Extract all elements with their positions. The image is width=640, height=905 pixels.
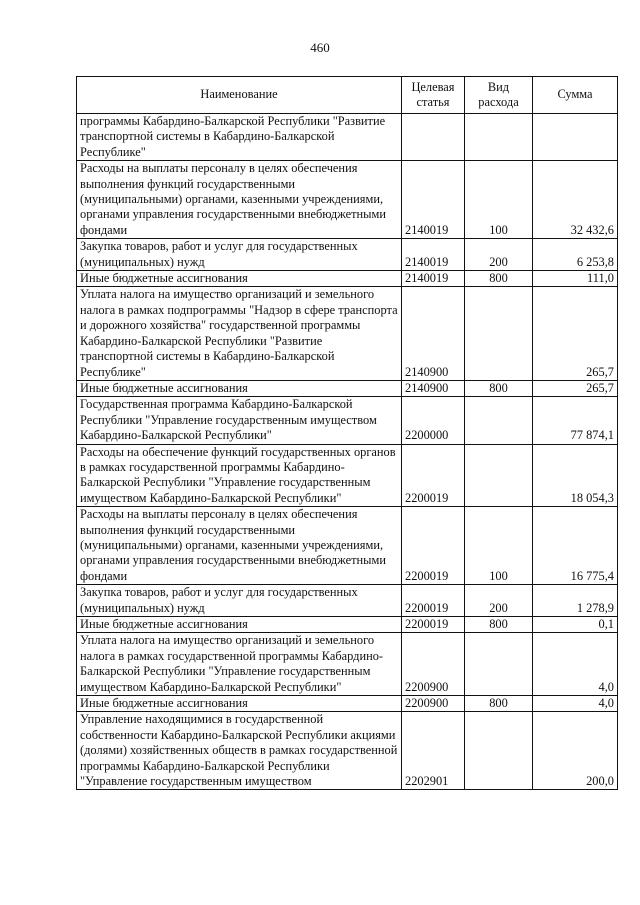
header-type: Вид расхода <box>465 77 533 114</box>
table-row <box>77 161 618 239</box>
cell-type: 800 <box>465 617 533 633</box>
table-row <box>77 712 618 790</box>
cell-code: 2140900 <box>402 287 465 380</box>
table-row <box>77 507 618 585</box>
cell-code: 2200019 <box>402 585 465 617</box>
cell-code: 2140900 <box>402 380 465 396</box>
cell-code: 2200019 <box>402 617 465 633</box>
table-row <box>77 633 618 696</box>
cell-sum: 16 775,4 <box>533 507 618 585</box>
cell-sum: 77 874,1 <box>533 397 618 444</box>
cell-sum: 6 253,8 <box>533 239 618 271</box>
header-name: Наименование <box>77 77 402 114</box>
table-row <box>77 114 618 161</box>
cell-type: 200 <box>465 585 533 617</box>
cell-sum: 1 278,9 <box>533 585 618 617</box>
cell-code: 2202901 <box>402 712 465 790</box>
cell-code: 2200019 <box>402 444 465 507</box>
cell-code: 2200000 <box>402 397 465 444</box>
cell-sum: 4,0 <box>533 633 618 696</box>
cell-type <box>465 633 533 696</box>
cell-sum: 265,7 <box>533 380 618 396</box>
cell-type <box>465 114 533 161</box>
table-row <box>77 696 618 712</box>
cell-type: 800 <box>465 380 533 396</box>
cell-type: 200 <box>465 239 533 271</box>
table-row <box>77 397 618 444</box>
cell-sum: 18 054,3 <box>533 444 618 507</box>
cell-sum: 111,0 <box>533 271 618 287</box>
table-row <box>77 380 618 396</box>
cell-code: 2200900 <box>402 633 465 696</box>
table-header-row <box>77 77 618 114</box>
cell-code: 2140019 <box>402 239 465 271</box>
cell-type <box>465 287 533 380</box>
cell-type <box>465 712 533 790</box>
cell-type: 100 <box>465 161 533 239</box>
cell-sum: 32 432,6 <box>533 161 618 239</box>
cell-type <box>465 444 533 507</box>
cell-name: Расходы на обеспечение функций государственных органов в рамках государственной программы Кабардино-Балкарской Республики "Управление государственным имуществом Кабардино-Балкарской Республики" <box>77 444 402 507</box>
cell-sum: 265,7 <box>533 287 618 380</box>
cell-name: Иные бюджетные ассигнования <box>77 380 402 396</box>
cell-name: Закупка товаров, работ и услуг для государственных (муниципальных) нужд <box>77 585 402 617</box>
cell-code: 2200900 <box>402 696 465 712</box>
cell-sum: 200,0 <box>533 712 618 790</box>
cell-code: 2140019 <box>402 161 465 239</box>
table-row <box>77 585 618 617</box>
cell-name: программы Кабардино-Балкарской Республики "Развитие транспортной системы в Кабардино-Балкарской Республике" <box>77 114 402 161</box>
cell-code: 2200019 <box>402 507 465 585</box>
cell-name: Расходы на выплаты персоналу в целях обеспечения выполнения функций государственными (муниципальными) органами, казенными учреждениями, органами управления государственными внебюджетными фондами <box>77 507 402 585</box>
header-sum: Сумма <box>533 77 618 114</box>
cell-type <box>465 397 533 444</box>
cell-name: Иные бюджетные ассигнования <box>77 617 402 633</box>
cell-name: Иные бюджетные ассигнования <box>77 696 402 712</box>
cell-sum: 0,1 <box>533 617 618 633</box>
page-number: 460 <box>310 40 330 55</box>
table-row <box>77 287 618 380</box>
cell-code <box>402 114 465 161</box>
cell-name: Расходы на выплаты персоналу в целях обеспечения выполнения функций государственными (муниципальными) органами, казенными учреждениями, органами управления государственными внебюджетными фондами <box>77 161 402 239</box>
cell-name: Иные бюджетные ассигнования <box>77 271 402 287</box>
cell-name: Уплата налога на имущество организаций и земельного налога в рамках государственной программы Кабардино-Балкарской Республики "Управление государственным имуществом Кабардино-Балкарской Республики" <box>77 633 402 696</box>
budget-table <box>76 76 618 790</box>
table-row <box>77 271 618 287</box>
cell-type: 800 <box>465 696 533 712</box>
table-row <box>77 444 618 507</box>
cell-name: Государственная программа Кабардино-Балкарской Республики "Управление государственным имуществом Кабардино-Балкарской Республики" <box>77 397 402 444</box>
table-row <box>77 239 618 271</box>
cell-name: Уплата налога на имущество организаций и земельного налога в рамках подпрограммы "Надзор в сфере транспорта и дорожного хозяйства" государственной программы Кабардино-Балкарской Республики "Развитие транспортной системы в Кабардино-Балкарской Республике" <box>77 287 402 380</box>
table-row <box>77 617 618 633</box>
header-code: Целевая статья <box>402 77 465 114</box>
cell-code: 2140019 <box>402 271 465 287</box>
cell-sum <box>533 114 618 161</box>
cell-type: 800 <box>465 271 533 287</box>
cell-type: 100 <box>465 507 533 585</box>
cell-name: Закупка товаров, работ и услуг для государственных (муниципальных) нужд <box>77 239 402 271</box>
cell-name: Управление находящимися в государственной собственности Кабардино-Балкарской Республики акциями (долями) хозяйственных обществ в рамках государственной программы Кабардино-Балкарской Республики "Управление государственным имуществом <box>77 712 402 790</box>
cell-sum: 4,0 <box>533 696 618 712</box>
